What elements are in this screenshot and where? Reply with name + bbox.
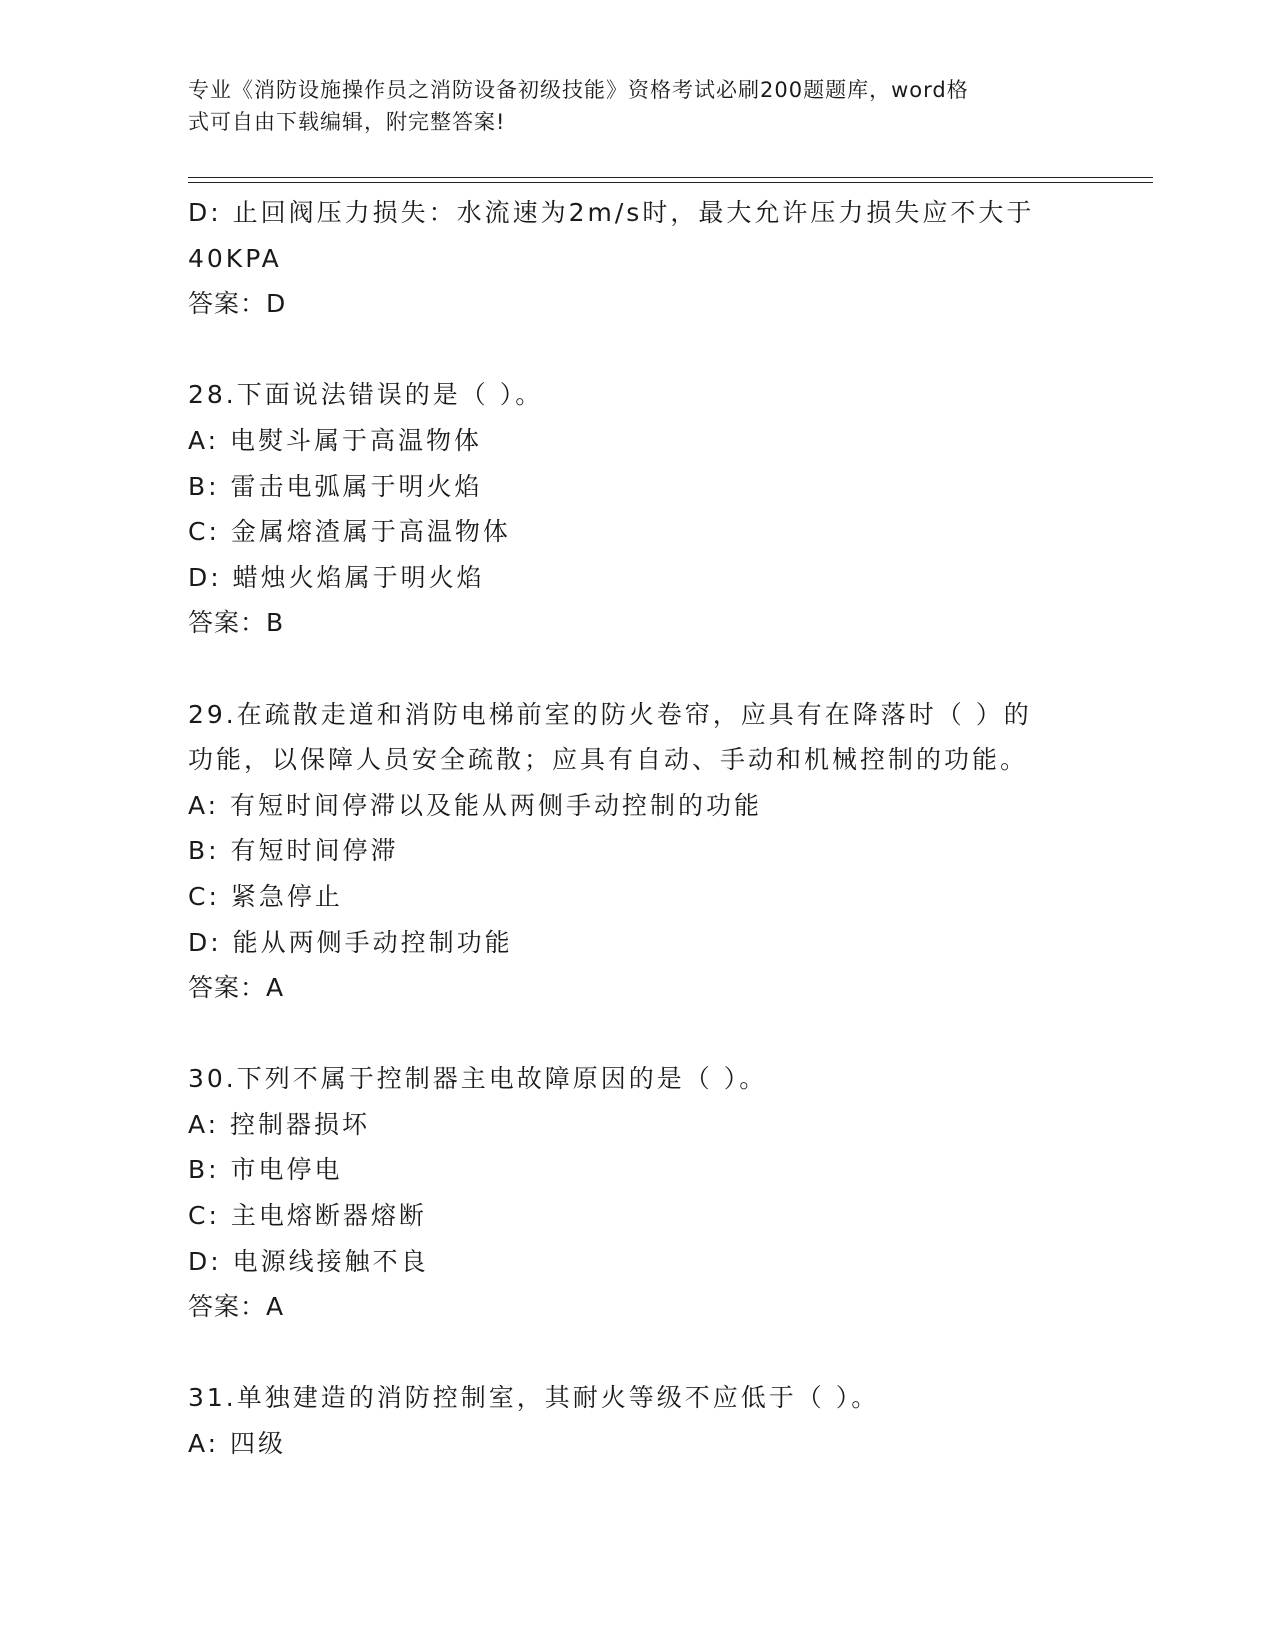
page-header (188, 74, 1068, 138)
answer-line: 答案：A (188, 973, 285, 1003)
question-30 (188, 1056, 1088, 1330)
option-a: A: 控制器损坏 (188, 1109, 371, 1139)
option-b: B: 有短时间停滞 (188, 836, 399, 866)
question-stem-continued: 功能，以保障人员安全疏散；应具有自动、手动和机械控制的功能。 (188, 745, 1029, 775)
spacer (188, 1011, 1088, 1057)
question-stem: 28.下面说法错误的是（ ）。 (188, 380, 544, 410)
header-divider-bottom (188, 182, 1153, 183)
header-divider-top (188, 177, 1153, 178)
question-stem: 30.下列不属于控制器主电故障原因的是（ ）。 (188, 1064, 768, 1094)
question-27-carryover (188, 190, 1088, 327)
option-a: A: 电熨斗属于高温物体 (188, 425, 483, 455)
spacer (188, 646, 1088, 692)
option-d: D: 蜡烛火焰属于明火焰 (188, 562, 485, 592)
question-content (188, 190, 1088, 1467)
option-b: B: 市电停电 (188, 1155, 343, 1185)
option-d: D: 能从两侧手动控制功能 (188, 927, 513, 957)
question-28 (188, 372, 1088, 646)
question-29 (188, 692, 1088, 1011)
option-d: D: 电源线接触不良 (188, 1246, 429, 1276)
question-stem: 29.在疏散走道和消防电梯前室的防火卷帘，应具有在降落时（ ）的 (188, 699, 1032, 729)
option-a: A: 四级 (188, 1429, 287, 1459)
option-c: C: 主电熔断器熔断 (188, 1201, 427, 1231)
answer-line: 答案：A (188, 1292, 285, 1322)
answer-line: 答案：B (188, 608, 285, 638)
option-d-continued: 40KPA (188, 243, 282, 273)
option-b: B: 雷击电弧属于明火焰 (188, 471, 483, 501)
option-a: A: 有短时间停滞以及能从两侧手动控制的功能 (188, 790, 763, 820)
spacer (188, 327, 1088, 373)
spacer (188, 1330, 1088, 1376)
question-stem: 31.单独建造的消防控制室，其耐火等级不应低于（ ）。 (188, 1383, 880, 1413)
answer-line: 答案：D (188, 289, 287, 319)
question-31 (188, 1375, 1088, 1466)
option-c: C: 金属熔渣属于高温物体 (188, 517, 511, 547)
header-line-1: 专业《消防设施操作员之消防设备初级技能》资格考试必刷200题题库，word格 (188, 78, 969, 102)
header-line-2: 式可自由下载编辑，附完整答案! (188, 110, 506, 134)
option-c: C: 紧急停止 (188, 881, 343, 911)
option-d: D: 止回阀压力损失：水流速为2m/s时，最大允许压力损失应不大于 (188, 198, 1035, 227)
